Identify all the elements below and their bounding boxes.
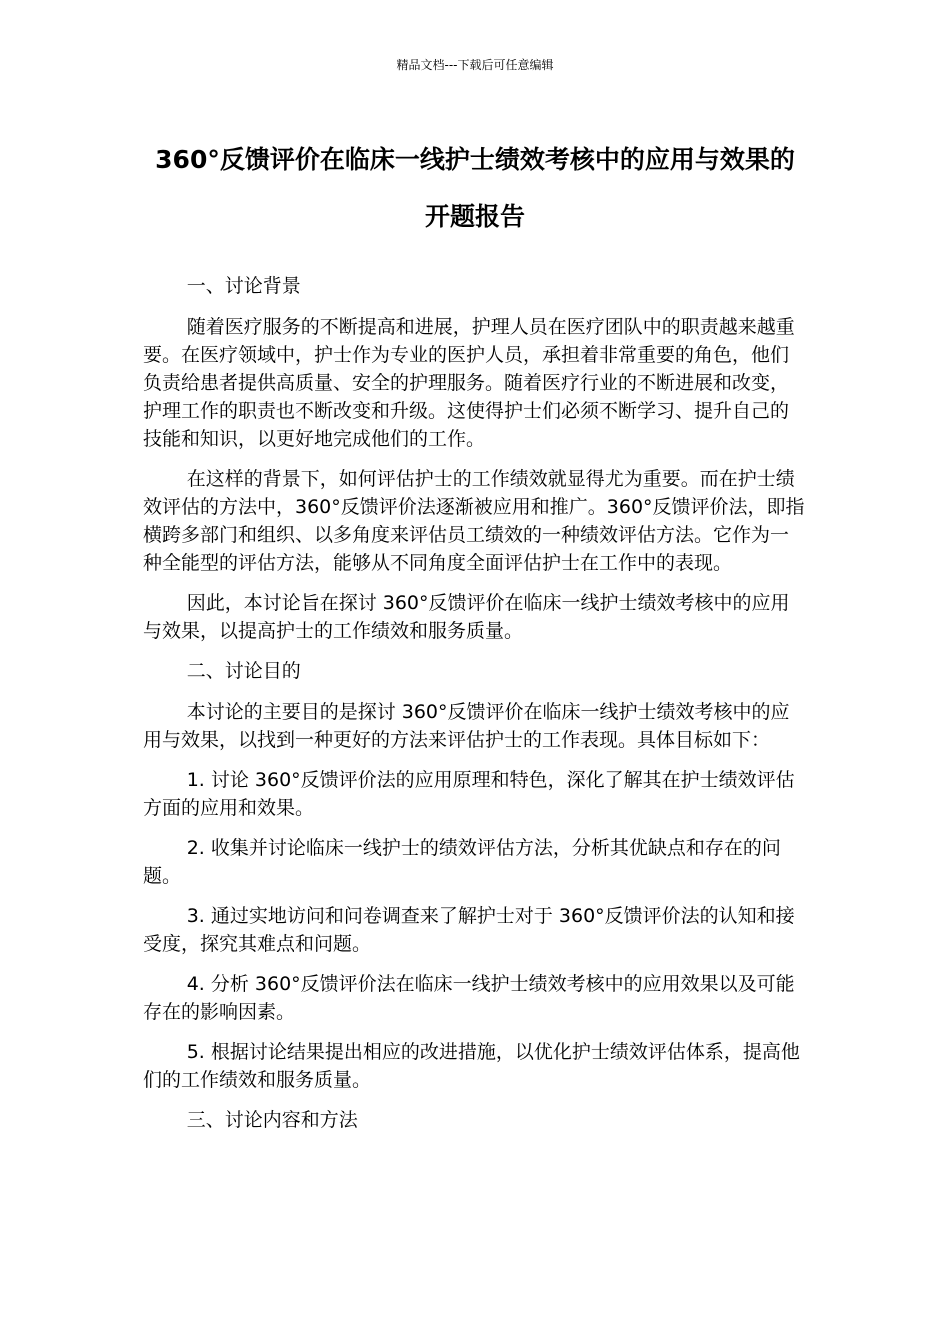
- paragraph-background-3: 因此，本讨论旨在探讨 360°反馈评价在临床一线护士绩效考核中的应用与效果，以提高护士的工作绩效和服务质量。: [143, 592, 790, 642]
- document-title: 360°反馈评价在临床一线护士绩效考核中的应用与效果的开题报告: [155, 145, 795, 231]
- list-item-goal-4: 4. 分析 360°反馈评价法在临床一线护士绩效考核中的应用效果以及可能存在的影响因素。: [143, 973, 795, 1023]
- document-body: [143, 272, 807, 1147]
- paragraph-background-1: 随着医疗服务的不断提高和进展，护理人员在医疗团队中的职责越来越重要。在医疗领域中，护士作为专业的医护人员，承担着非常重要的角色，他们负责给患者提供高质量、安全的护理服务。随着医疗行业的不断进展和改变，护理工作的职责也不断改变和升级。这使得护士们必须不断学习、提升自己的技能和知识，以更好地完成他们的工作。: [143, 316, 795, 450]
- paragraph-background-2: 在这样的背景下，如何评估护士的工作绩效就显得尤为重要。而在护士绩效评估的方法中，360°反馈评价法逐渐被应用和推广。360°反馈评价法，即指横跨多部门和组织、以多角度来评估员工绩效的一种绩效评估方法。它作为一种全能型的评估方法，能够从不同角度全面评估护士在工作中的表现。: [143, 468, 805, 574]
- list-item-goal-3: 3. 通过实地访问和问卷调查来了解护士对于 360°反馈评价法的认知和接受度，探究其难点和问题。: [143, 905, 795, 955]
- list-item-goal-1: 1. 讨论 360°反馈评价法的应用原理和特色，深化了解其在护士绩效评估方面的应用和效果。: [143, 769, 795, 819]
- section-heading-content-methods: 三、讨论内容和方法: [186, 1109, 358, 1131]
- list-item-goal-5: 5. 根据讨论结果提出相应的改进措施，以优化护士绩效评估体系，提高他们的工作绩效和服务质量。: [143, 1041, 800, 1091]
- section-heading-background: 一、讨论背景: [186, 275, 301, 297]
- paragraph-purpose-intro: 本讨论的主要目的是探讨 360°反馈评价在临床一线护士绩效考核中的应用与效果，以找到一种更好的方法来评估护士的工作表现。具体目标如下：: [143, 701, 790, 751]
- section-heading-purpose: 二、讨论目的: [186, 660, 301, 682]
- header-note: 精品文档---下载后可任意编辑: [396, 58, 554, 72]
- list-item-goal-2: 2. 收集并讨论临床一线护士的绩效评估方法，分析其优缺点和存在的问题。: [143, 837, 781, 887]
